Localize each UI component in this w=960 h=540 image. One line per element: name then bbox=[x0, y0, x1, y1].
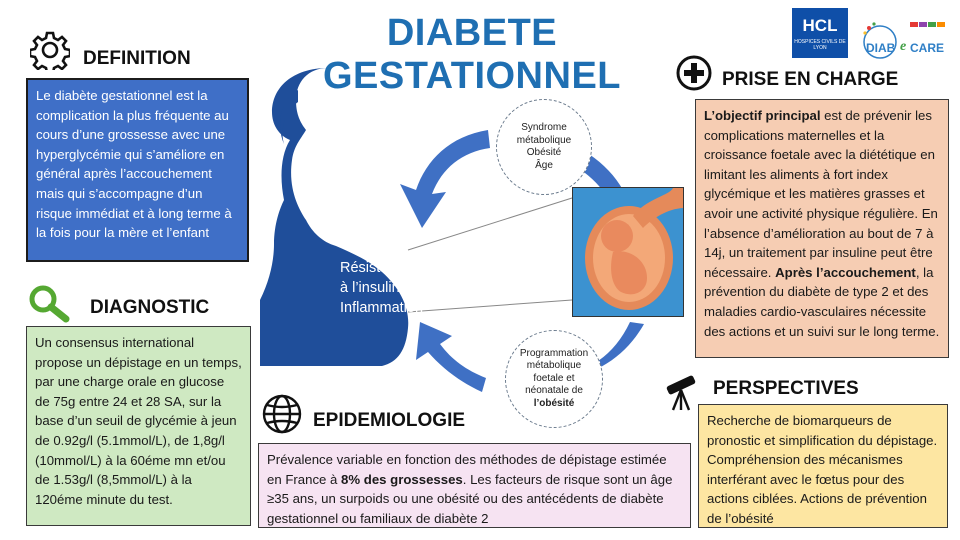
top-circle-line-3: Obésité bbox=[526, 147, 562, 158]
programming-circle bbox=[505, 330, 603, 428]
top-circle-line-4: Âge bbox=[535, 159, 553, 171]
epidemiologie-box bbox=[258, 443, 691, 528]
perspectives-box: Recherche de biomarqueurs de pronostic et simplification du dépistage. Compréhension des mécanismes interférant avec le fœtus pour des actions ciblées. Actions de prévention de l’obésité bbox=[698, 404, 948, 528]
epidemiologie-heading: EPIDEMIOLOGIE bbox=[313, 410, 466, 431]
top-circle-line-2: métabolique bbox=[516, 134, 572, 146]
cycle-arrow-left bbox=[416, 322, 486, 392]
diab-suffix: CARE bbox=[910, 41, 945, 55]
prise-text-1: est de prévenir les complications maternelles et la croissance foetale avec la diététique en limitant les aliments à fort index glycémique et les matières grasses et avoir une activité physique régulière. En l’absence d’amélioration au bout de 7 à 14j, un traitement par insuline peut être nécessaire. bbox=[704, 108, 938, 280]
epidemiologie-text-1: Prévalence variable en fonction des méthodes de dépistage estimée en France à bbox=[267, 452, 667, 487]
risk-factors-circle bbox=[496, 99, 592, 195]
hcl-logo: HCL HOSPICES CIVILS DE LYON bbox=[792, 8, 848, 58]
fetus-image bbox=[572, 187, 684, 317]
definition-box: Le diabète gestationnel est la complication la plus fréquente au cours d’une grossesse avec une hyperglycémie qui s’améliore en général après l’accouchement mais qui s’accompagne d’un risque immédiat et à long terme à la fois pour la mère et l’enfant bbox=[26, 78, 249, 262]
gear-icon bbox=[30, 30, 70, 70]
epidemiologie-text-bold: 8% des grossesses bbox=[341, 471, 463, 487]
center-line-1: Résistance bbox=[340, 260, 412, 276]
bottom-circle-bold: l’obésité bbox=[533, 397, 575, 409]
bottom-circle-line-2: métabolique bbox=[526, 360, 582, 372]
bottom-circle-line-3: foetale et bbox=[533, 372, 575, 384]
center-line-2: à l’insuline et bbox=[340, 280, 424, 296]
page-title: DIABETE GESTATIONNEL bbox=[322, 12, 622, 97]
perspectives-heading: PERSPECTIVES bbox=[713, 378, 859, 399]
diagnostic-box: Un consensus international propose un dépistage en un temps, par une charge orale en glucose de 75g entre 24 et 28 SA, sur la base d’un seuil de glycémie à jeun de 0.92g/l (5.1mmol/L), de 1,8g/l (10mmol/L) à la 60éme mn et/ou de 1.53g/l (8,5mmol/L) à la 120éme minute du test. bbox=[26, 326, 251, 526]
center-label bbox=[340, 258, 450, 318]
diab-prefix: DIAB bbox=[866, 41, 896, 55]
prise-en-charge-box bbox=[695, 99, 949, 358]
diab-e: e bbox=[900, 39, 907, 54]
magnifier-icon bbox=[26, 283, 74, 323]
cycle-arrow-top bbox=[400, 130, 490, 228]
prise-bold-2: Après l’accouchement bbox=[775, 264, 916, 280]
center-line-3: Inflammation bbox=[340, 300, 424, 316]
epidemiologie-text-2: . Les facteurs de risque sont un âge ≥35 ans, un surpoids ou une obésité ou des antécédents de diabète gestationnel ou familiaux de diabète 2 bbox=[267, 471, 673, 526]
diagnostic-heading: DIAGNOSTIC bbox=[90, 297, 210, 318]
bottom-circle-line-1: Programmation bbox=[519, 347, 589, 359]
bottom-circle-line-4: néonatale de bbox=[525, 385, 583, 397]
definition-heading: DEFINITION bbox=[83, 48, 191, 69]
diabecare-logo-graphic bbox=[858, 20, 956, 64]
prise-en-charge-heading: PRISE EN CHARGE bbox=[722, 69, 899, 90]
fetus-illustration bbox=[573, 188, 684, 317]
top-circle-line-1: Syndrome bbox=[521, 122, 567, 133]
prise-bold-1: L’objectif principal bbox=[704, 108, 821, 123]
diabecare-logo bbox=[858, 20, 956, 64]
prise-text-2: , la prévention du diabète de type 2 et des maladies cardio-vasculaires nécessite des actions et un suivi sur le long terme. bbox=[704, 264, 940, 339]
